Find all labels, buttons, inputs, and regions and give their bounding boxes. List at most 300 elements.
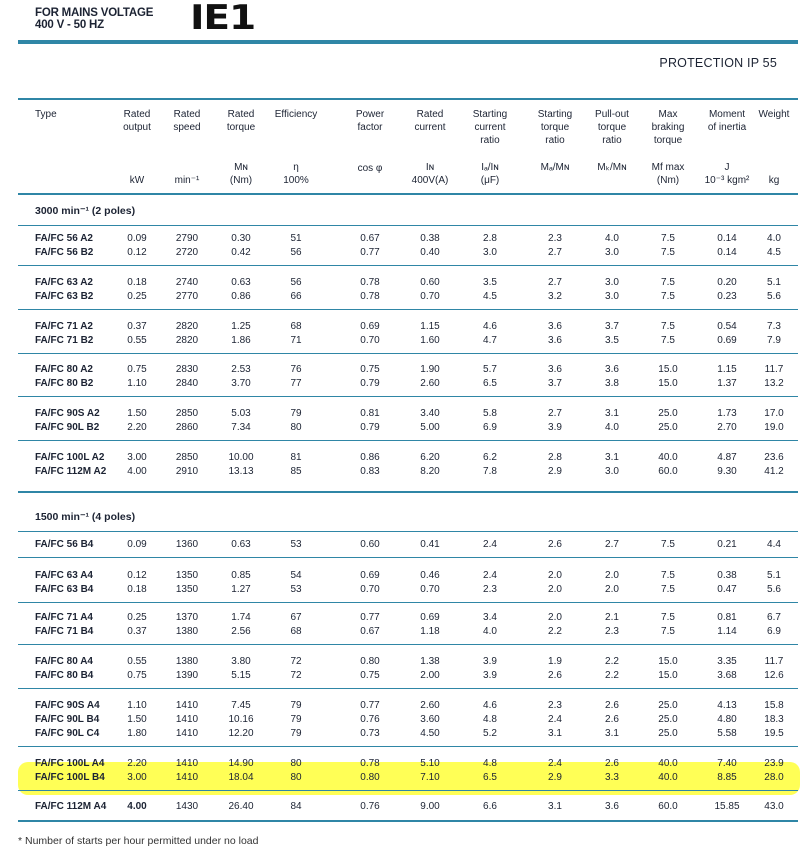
column-unit: 10⁻³ kgm² [704, 175, 750, 186]
column-unit-symbol: J [724, 162, 730, 173]
value-cell: 0.20 [717, 277, 737, 288]
value-cell: 79 [290, 408, 302, 419]
value-cell: 13.2 [764, 378, 784, 389]
value-cell: 40.0 [658, 758, 678, 769]
value-cell: 3.1 [605, 728, 619, 739]
value-cell: 1.74 [231, 612, 251, 623]
column-unit: (μF) [480, 175, 500, 186]
value-cell: 0.38 [717, 570, 737, 581]
type-cell: FA/FC 71 A4 [35, 612, 93, 623]
value-cell: 2.7 [548, 408, 562, 419]
value-cell: 0.85 [231, 570, 251, 581]
value-cell: 4.50 [420, 728, 440, 739]
header-line1: FOR MAINS VOLTAGE [35, 7, 154, 19]
value-cell: 4.00 [127, 801, 147, 812]
value-cell: 0.63 [231, 277, 251, 288]
column-header-type: Type [35, 109, 57, 120]
value-cell: 1410 [175, 728, 199, 739]
value-cell: 0.70 [420, 291, 440, 302]
value-cell: 1.15 [420, 321, 440, 332]
value-cell: 3.9 [483, 656, 497, 667]
value-cell: 10.16 [228, 714, 254, 725]
value-cell: 0.60 [420, 277, 440, 288]
column-unit-symbol: Mₖ/Mɴ [597, 162, 627, 173]
type-cell: FA/FC 63 A2 [35, 277, 93, 288]
value-cell: 2.7 [548, 277, 562, 288]
value-cell: 2.7 [548, 247, 562, 258]
type-cell: FA/FC 100L A4 [35, 758, 105, 769]
value-cell: 1.73 [717, 408, 737, 419]
column-unit: kW [129, 175, 145, 186]
value-cell: 40.0 [658, 452, 678, 463]
value-cell: 2.6 [548, 670, 562, 681]
value-cell: 3.00 [127, 452, 147, 463]
value-cell: 2820 [175, 321, 199, 332]
value-cell: 0.12 [127, 570, 147, 581]
value-cell: 5.8 [483, 408, 497, 419]
type-cell: FA/FC 90L B2 [35, 422, 100, 433]
header-bottom-rule [18, 193, 798, 195]
value-cell: 0.77 [360, 700, 380, 711]
type-cell: FA/FC 80 A4 [35, 656, 93, 667]
value-cell: 0.81 [360, 408, 380, 419]
column-unit: 400V(A) [411, 175, 449, 186]
value-cell: 2.0 [548, 584, 562, 595]
value-cell: 0.70 [420, 584, 440, 595]
value-cell: 2.3 [548, 700, 562, 711]
value-cell: 18.3 [764, 714, 784, 725]
value-cell: 81 [290, 452, 302, 463]
value-cell: 5.6 [767, 584, 781, 595]
value-cell: 3.70 [231, 378, 251, 389]
value-cell: 15.0 [658, 656, 678, 667]
value-cell: 3.60 [420, 714, 440, 725]
value-cell: 0.60 [360, 539, 380, 550]
value-cell: 7.10 [420, 772, 440, 783]
value-cell: 80 [290, 422, 302, 433]
value-cell: 5.03 [231, 408, 251, 419]
value-cell: 3.6 [548, 335, 562, 346]
value-cell: 3.68 [717, 670, 737, 681]
section-title: 1500 min⁻¹ (4 poles) [35, 511, 136, 523]
section-title-rule [18, 225, 798, 226]
value-cell: 0.83 [360, 466, 380, 477]
column-header: Starting torque ratio [537, 109, 573, 146]
top-divider [18, 40, 798, 44]
value-cell: 0.81 [717, 612, 737, 623]
value-cell: 41.2 [764, 466, 784, 477]
value-cell: 2.7 [605, 539, 619, 550]
value-cell: 4.7 [483, 335, 497, 346]
value-cell: 0.21 [717, 539, 737, 550]
value-cell: 26.40 [228, 801, 254, 812]
value-cell: 5.00 [420, 422, 440, 433]
value-cell: 1.38 [420, 656, 440, 667]
type-cell: FA/FC 90S A4 [35, 700, 100, 711]
value-cell: 7.3 [767, 321, 781, 332]
value-cell: 1380 [175, 626, 199, 637]
table-bottom-rule [18, 820, 798, 822]
value-cell: 0.79 [360, 422, 380, 433]
value-cell: 0.14 [717, 247, 737, 258]
column-unit-symbol: Mɴ [234, 162, 248, 173]
type-cell: FA/FC 63 A4 [35, 570, 93, 581]
section-title-rule [18, 531, 798, 532]
value-cell: 4.5 [767, 247, 781, 258]
value-cell: 2720 [175, 247, 199, 258]
value-cell: 6.5 [483, 772, 497, 783]
value-cell: 3.35 [717, 656, 737, 667]
value-cell: 0.67 [360, 233, 380, 244]
value-cell: 5.15 [231, 670, 251, 681]
value-cell: 0.80 [360, 656, 380, 667]
value-cell: 40.0 [658, 772, 678, 783]
value-cell: 25.0 [658, 408, 678, 419]
value-cell: 2.20 [127, 758, 147, 769]
value-cell: 7.5 [661, 626, 675, 637]
value-cell: 67 [290, 612, 302, 623]
value-cell: 3.6 [605, 364, 619, 375]
value-cell: 0.67 [360, 626, 380, 637]
value-cell: 0.70 [360, 584, 380, 595]
value-cell: 0.09 [127, 539, 147, 550]
value-cell: 1.10 [127, 378, 147, 389]
value-cell: 2.4 [483, 539, 497, 550]
value-cell: 3.1 [548, 801, 562, 812]
type-cell: FA/FC 80 B2 [35, 378, 94, 389]
value-cell: 15.8 [764, 700, 784, 711]
value-cell: 4.4 [767, 539, 781, 550]
type-cell: FA/FC 56 A2 [35, 233, 93, 244]
value-cell: 3.0 [605, 291, 619, 302]
value-cell: 0.63 [231, 539, 251, 550]
group-divider-rule [18, 557, 798, 558]
value-cell: 2.0 [605, 570, 619, 581]
value-cell: 3.4 [483, 612, 497, 623]
value-cell: 2.20 [127, 422, 147, 433]
value-cell: 72 [290, 670, 302, 681]
value-cell: 0.30 [231, 233, 251, 244]
value-cell: 1410 [175, 758, 199, 769]
column-unit: (Nm) [229, 175, 253, 186]
value-cell: 2.0 [548, 570, 562, 581]
value-cell: 9.30 [717, 466, 737, 477]
value-cell: 1.10 [127, 700, 147, 711]
value-cell: 0.78 [360, 277, 380, 288]
value-cell: 7.8 [483, 466, 497, 477]
value-cell: 1430 [175, 801, 199, 812]
value-cell: 6.7 [767, 612, 781, 623]
value-cell: 0.42 [231, 247, 251, 258]
value-cell: 25.0 [658, 728, 678, 739]
value-cell: 54 [290, 570, 302, 581]
column-header: Moment of inertia [707, 109, 747, 133]
value-cell: 2.60 [420, 700, 440, 711]
value-cell: 2740 [175, 277, 199, 288]
value-cell: 1.80 [127, 728, 147, 739]
column-unit: 100% [283, 175, 309, 186]
value-cell: 17.0 [764, 408, 784, 419]
value-cell: 6.2 [483, 452, 497, 463]
value-cell: 0.75 [360, 670, 380, 681]
value-cell: 12.6 [764, 670, 784, 681]
value-cell: 2820 [175, 335, 199, 346]
value-cell: 1410 [175, 714, 199, 725]
value-cell: 2.6 [605, 758, 619, 769]
value-cell: 1390 [175, 670, 199, 681]
value-cell: 3.40 [420, 408, 440, 419]
value-cell: 2.4 [548, 758, 562, 769]
value-cell: 11.7 [764, 364, 784, 375]
value-cell: 2.6 [548, 539, 562, 550]
value-cell: 7.5 [661, 584, 675, 595]
value-cell: 60.0 [658, 801, 678, 812]
value-cell: 7.34 [231, 422, 251, 433]
value-cell: 0.75 [127, 670, 147, 681]
column-header: Rated output [123, 109, 151, 133]
value-cell: 6.9 [767, 626, 781, 637]
value-cell: 1350 [175, 570, 199, 581]
group-divider-rule [18, 688, 798, 689]
column-unit: min⁻¹ [174, 175, 200, 186]
value-cell: 5.6 [767, 291, 781, 302]
value-cell: 85 [290, 466, 302, 477]
value-cell: 1350 [175, 584, 199, 595]
value-cell: 2.6 [605, 714, 619, 725]
value-cell: 2.9 [548, 466, 562, 477]
value-cell: 2.2 [605, 670, 619, 681]
value-cell: 15.0 [658, 364, 678, 375]
value-cell: 2.9 [548, 772, 562, 783]
ie1-logo: IE1 [190, 0, 256, 38]
value-cell: 2.8 [548, 452, 562, 463]
column-unit: (Nm) [656, 175, 680, 186]
value-cell: 4.8 [483, 714, 497, 725]
value-cell: 3.5 [605, 335, 619, 346]
value-cell: 7.9 [767, 335, 781, 346]
value-cell: 60.0 [658, 466, 678, 477]
value-cell: 0.12 [127, 247, 147, 258]
value-cell: 4.0 [605, 233, 619, 244]
value-cell: 2790 [175, 233, 199, 244]
value-cell: 4.0 [483, 626, 497, 637]
column-header: Rated speed [173, 109, 201, 133]
value-cell: 2830 [175, 364, 199, 375]
footnote: * Number of starts per hour permitted under no load [18, 835, 259, 847]
value-cell: 0.69 [360, 570, 380, 581]
value-cell: 14.90 [228, 758, 254, 769]
value-cell: 7.5 [661, 335, 675, 346]
column-header: Rated torque [226, 109, 256, 133]
value-cell: 19.0 [764, 422, 784, 433]
section-title: 3000 min⁻¹ (2 poles) [35, 205, 136, 217]
value-cell: 84 [290, 801, 302, 812]
value-cell: 15.0 [658, 670, 678, 681]
type-cell: FA/FC 112M A4 [35, 801, 107, 812]
value-cell: 3.00 [127, 772, 147, 783]
value-cell: 0.77 [360, 612, 380, 623]
column-unit-symbol: Mₐ/Mɴ [540, 162, 570, 173]
value-cell: 7.5 [661, 321, 675, 332]
value-cell: 56 [290, 247, 302, 258]
value-cell: 0.69 [360, 321, 380, 332]
column-unit-symbol: η [293, 162, 299, 173]
value-cell: 7.40 [717, 758, 737, 769]
value-cell: 3.0 [605, 466, 619, 477]
type-cell: FA/FC 112M A2 [35, 466, 107, 477]
group-divider-rule [18, 644, 798, 645]
header-voltage [35, 7, 153, 31]
value-cell: 1380 [175, 656, 199, 667]
value-cell: 4.6 [483, 700, 497, 711]
section-divider-rule [18, 491, 798, 493]
value-cell: 0.18 [127, 277, 147, 288]
value-cell: 0.14 [717, 233, 737, 244]
value-cell: 0.37 [127, 626, 147, 637]
value-cell: 79 [290, 700, 302, 711]
type-cell: FA/FC 80 B4 [35, 670, 94, 681]
value-cell: 10.00 [228, 452, 254, 463]
value-cell: 1.86 [231, 335, 251, 346]
value-cell: 7.5 [661, 233, 675, 244]
value-cell: 80 [290, 772, 302, 783]
value-cell: 3.6 [605, 801, 619, 812]
value-cell: 25.0 [658, 700, 678, 711]
value-cell: 18.04 [228, 772, 254, 783]
type-cell: FA/FC 90S A2 [35, 408, 100, 419]
value-cell: 8.20 [420, 466, 440, 477]
value-cell: 3.7 [548, 378, 562, 389]
type-cell: FA/FC 56 B2 [35, 247, 94, 258]
value-cell: 0.25 [127, 291, 147, 302]
type-cell: FA/FC 71 B2 [35, 335, 94, 346]
value-cell: 0.25 [127, 612, 147, 623]
value-cell: 2.2 [605, 656, 619, 667]
value-cell: 79 [290, 728, 302, 739]
value-cell: 2910 [175, 466, 199, 477]
value-cell: 1.50 [127, 408, 147, 419]
value-cell: 3.5 [483, 277, 497, 288]
value-cell: 25.0 [658, 714, 678, 725]
value-cell: 4.5 [483, 291, 497, 302]
value-cell: 0.76 [360, 714, 380, 725]
value-cell: 9.00 [420, 801, 440, 812]
value-cell: 0.75 [360, 364, 380, 375]
value-cell: 0.76 [360, 801, 380, 812]
value-cell: 3.3 [605, 772, 619, 783]
column-header: Pull-out torque ratio [595, 109, 629, 146]
value-cell: 4.13 [717, 700, 737, 711]
value-cell: 8.85 [717, 772, 737, 783]
value-cell: 3.1 [605, 408, 619, 419]
column-unit-symbol: Iɴ [425, 162, 435, 173]
column-unit-symbol: cos φ [357, 163, 383, 174]
value-cell: 1.18 [420, 626, 440, 637]
column-header: Power factor [355, 109, 385, 133]
value-cell: 72 [290, 656, 302, 667]
value-cell: 1410 [175, 700, 199, 711]
value-cell: 0.78 [360, 291, 380, 302]
value-cell: 11.7 [764, 656, 784, 667]
value-cell: 0.47 [717, 584, 737, 595]
value-cell: 71 [290, 335, 302, 346]
value-cell: 2.2 [548, 626, 562, 637]
value-cell: 56 [290, 277, 302, 288]
column-unit-symbol: Mf max [651, 162, 685, 173]
group-divider-rule [18, 353, 798, 354]
value-cell: 1360 [175, 539, 199, 550]
value-cell: 0.37 [127, 321, 147, 332]
value-cell: 0.75 [127, 364, 147, 375]
value-cell: 0.79 [360, 378, 380, 389]
value-cell: 1370 [175, 612, 199, 623]
value-cell: 0.09 [127, 233, 147, 244]
value-cell: 3.0 [483, 247, 497, 258]
group-divider-rule [18, 309, 798, 310]
value-cell: 7.45 [231, 700, 251, 711]
value-cell: 6.9 [483, 422, 497, 433]
value-cell: 2.0 [605, 584, 619, 595]
value-cell: 0.54 [717, 321, 737, 332]
value-cell: 3.2 [548, 291, 562, 302]
value-cell: 1.15 [717, 364, 737, 375]
value-cell: 5.1 [767, 570, 781, 581]
type-cell: FA/FC 56 B4 [35, 539, 94, 550]
value-cell: 0.46 [420, 570, 440, 581]
header-line2: 400 V - 50 HZ [35, 19, 104, 31]
value-cell: 66 [290, 291, 302, 302]
value-cell: 2.60 [420, 378, 440, 389]
value-cell: 2850 [175, 408, 199, 419]
table-top-rule [18, 98, 798, 100]
value-cell: 7.5 [661, 539, 675, 550]
value-cell: 12.20 [228, 728, 254, 739]
value-cell: 5.7 [483, 364, 497, 375]
column-unit: kg [768, 175, 780, 186]
type-cell: FA/FC 71 B4 [35, 626, 94, 637]
value-cell: 68 [290, 626, 302, 637]
column-header: Starting current ratio [472, 109, 508, 146]
value-cell: 3.1 [548, 728, 562, 739]
value-cell: 2.1 [605, 612, 619, 623]
value-cell: 79 [290, 714, 302, 725]
value-cell: 13.13 [228, 466, 254, 477]
value-cell: 80 [290, 758, 302, 769]
value-cell: 0.69 [420, 612, 440, 623]
value-cell: 2.4 [483, 570, 497, 581]
value-cell: 2.0 [548, 612, 562, 623]
value-cell: 0.70 [360, 335, 380, 346]
value-cell: 1410 [175, 772, 199, 783]
value-cell: 0.69 [717, 335, 737, 346]
value-cell: 0.23 [717, 291, 737, 302]
column-unit-symbol: Iₐ/Iɴ [481, 162, 499, 173]
value-cell: 4.0 [767, 233, 781, 244]
value-cell: 0.86 [231, 291, 251, 302]
value-cell: 3.6 [548, 321, 562, 332]
value-cell: 2850 [175, 452, 199, 463]
value-cell: 76 [290, 364, 302, 375]
value-cell: 0.80 [360, 772, 380, 783]
column-header: Max braking torque [651, 109, 685, 146]
value-cell: 77 [290, 378, 302, 389]
value-cell: 15.85 [714, 801, 740, 812]
value-cell: 7.5 [661, 247, 675, 258]
value-cell: 3.0 [605, 277, 619, 288]
value-cell: 7.5 [661, 612, 675, 623]
value-cell: 0.86 [360, 452, 380, 463]
value-cell: 3.6 [548, 364, 562, 375]
